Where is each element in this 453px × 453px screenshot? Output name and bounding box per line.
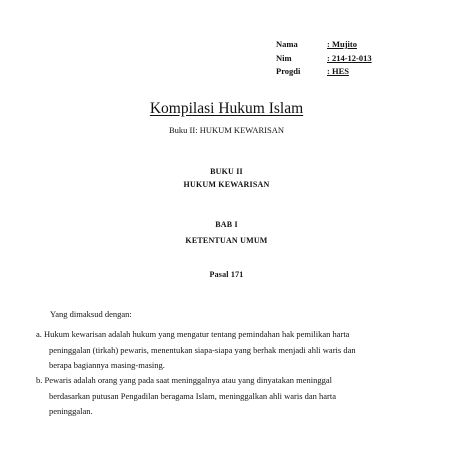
list-line: berapa bagiannya masing-masing. <box>49 360 165 370</box>
intro-text: Yang dimaksud dengan: <box>50 309 132 319</box>
info-label: Progdi <box>276 66 301 76</box>
info-row-nim <box>276 52 372 66</box>
list-line: peninggalan (tirkah) pewaris, menentukan siapa-siapa yang berhak menjadi ahli waris dan <box>49 344 356 355</box>
list-line: b. Pewaris adalah orang yang pada saat meninggalnya atau yang dinyatakan meninggal <box>36 375 332 385</box>
list-item-b <box>36 373 408 420</box>
info-row-progdi <box>276 65 372 79</box>
list-line: peninggalan. <box>49 406 93 416</box>
list-item-a <box>36 327 408 374</box>
chapter-heading: BAB I <box>215 220 238 229</box>
info-value: : Mujito <box>327 39 357 49</box>
info-value: : HES <box>327 66 349 76</box>
document-subtitle: Buku II: HUKUM KEWARISAN <box>169 125 284 135</box>
article-heading: Pasal 171 <box>209 270 244 279</box>
book-title-heading: HUKUM KEWARISAN <box>183 180 270 189</box>
info-label: Nim <box>276 52 292 63</box>
chapter-title-heading: KETENTUAN UMUM <box>185 236 268 245</box>
list-line: berdasarkan putusan Pengadilan beragama Islam, meninggalkan ahli waris dan harta <box>49 390 337 401</box>
document-title: Kompilasi Hukum Islam <box>149 100 304 117</box>
info-value: : 214-12-013 <box>327 52 372 63</box>
book-heading: BUKU II <box>210 167 243 176</box>
info-label: Nama <box>276 39 298 49</box>
info-row-nama <box>276 38 372 52</box>
list-line: a. Hukum kewarisan adalah hukum yang mengatur tentang pemindahan hak pemilikan harta <box>36 329 350 339</box>
student-info-block <box>276 38 372 79</box>
